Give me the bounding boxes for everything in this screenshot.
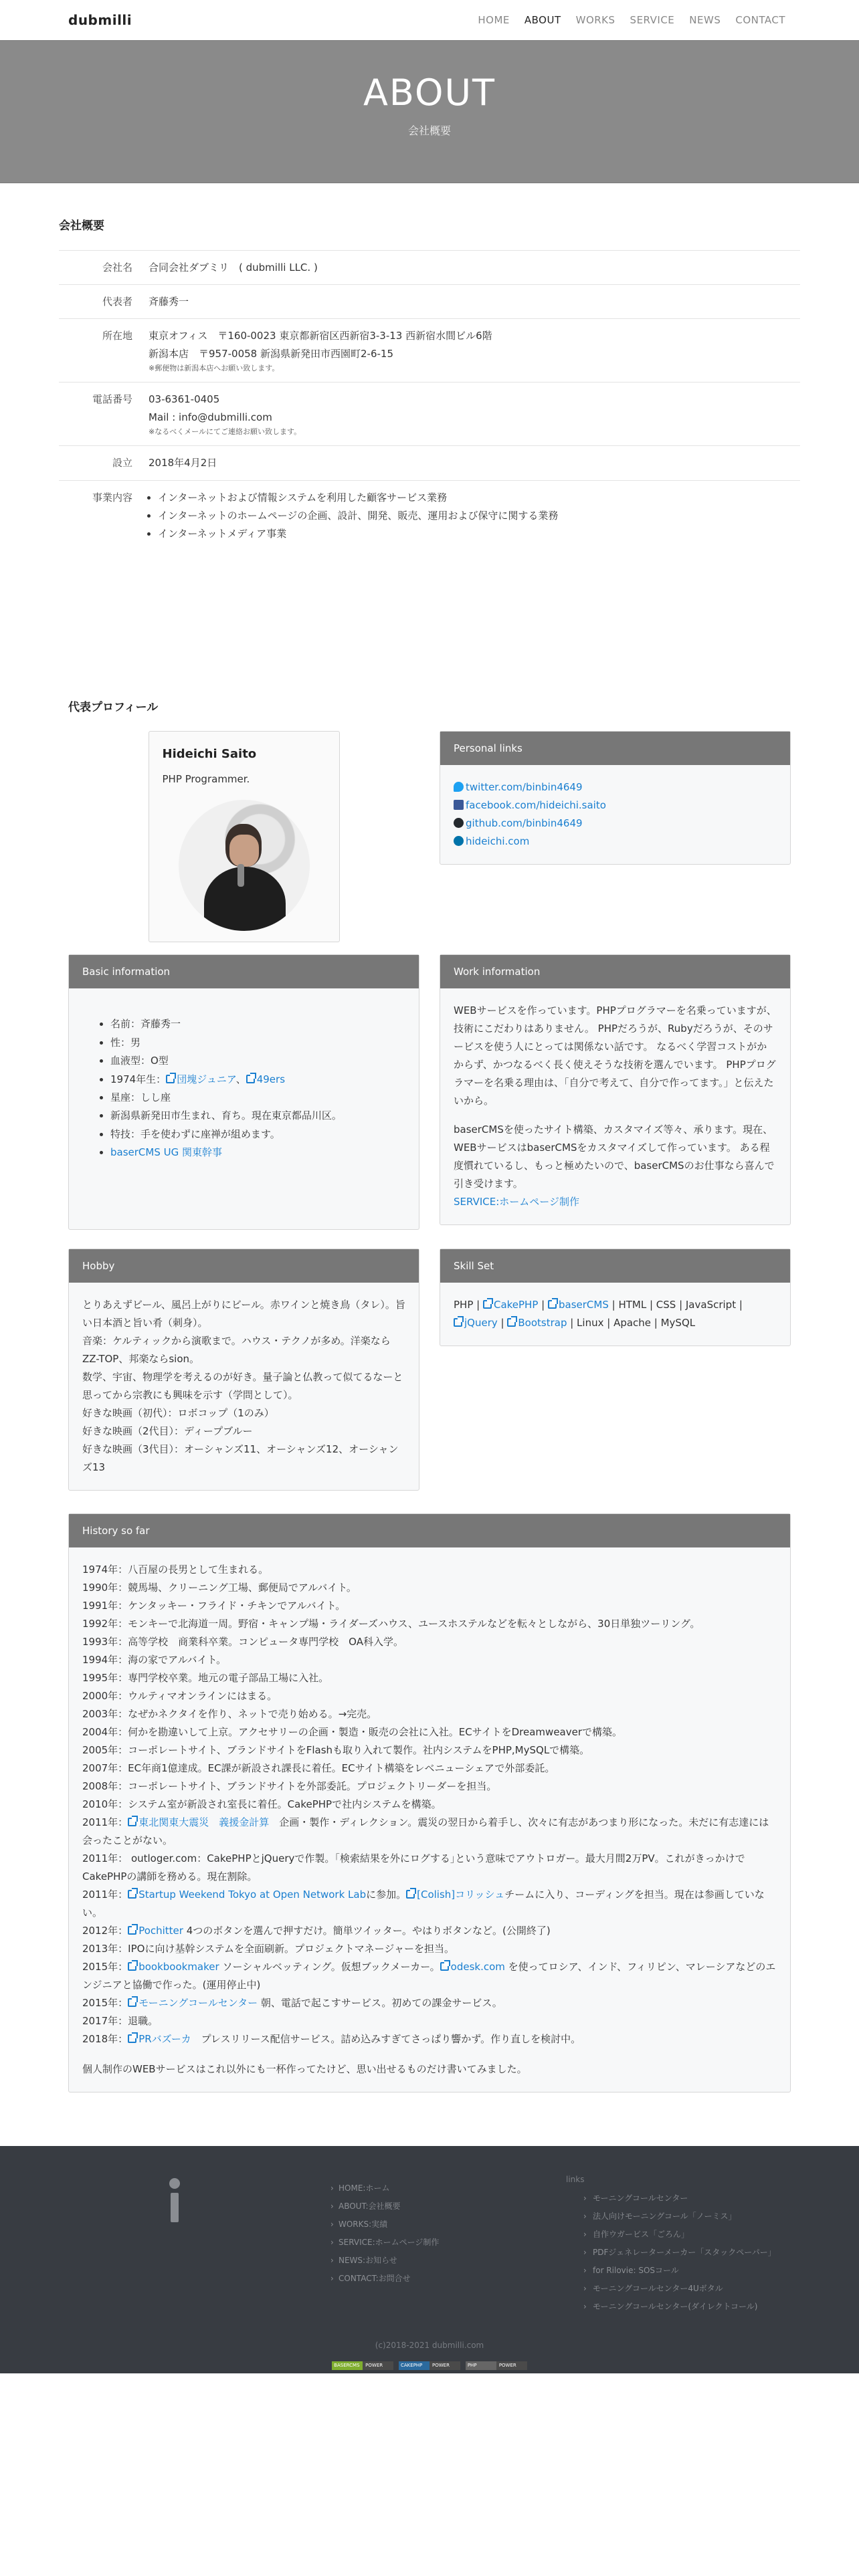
github-icon <box>454 818 464 828</box>
external-link-icon <box>166 1075 175 1083</box>
panel-heading: Hobby <box>69 1249 419 1283</box>
colish-link[interactable]: [Colish]コリッシュ <box>417 1889 505 1901</box>
history-line: 2007年：EC年商1億達成。EC課が新設され課長に着任。ECサイト構築をレベニューシェアで外部委託。 <box>82 1762 555 1775</box>
skill-set-panel <box>440 1249 791 1346</box>
page-title: ABOUT <box>363 72 496 114</box>
nav-service[interactable]: SERVICE <box>630 13 675 26</box>
list-item: • インターネットのホームページの企画、設計、開発、販売、運用および保守に関する業務 <box>158 507 558 525</box>
shinsai-link[interactable]: 東北関東大震災 義援金計算 <box>138 1816 270 1829</box>
work-paragraph-2: baserCMSを使ったサイト構築、カスタマイズ等々、承ります。現在、WEBサービスはbaserCMSをカスタマイズして作っています。 ある程度慣れているし、もっと極めたいので、baserCMSのお仕事なら喜んで引き受けます。 <box>454 1123 775 1190</box>
footer-link[interactable]: › for Rilovie: SOSコール <box>566 2262 776 2280</box>
cakephp-badge[interactable] <box>399 2361 460 2370</box>
history-year: 2015年： <box>82 1961 128 1973</box>
history-line <box>82 1922 777 1940</box>
external-link-icon <box>507 1318 516 1327</box>
footer-external-links <box>566 2173 776 2316</box>
external-link-icon <box>128 1818 136 1826</box>
work-paragraph-1: WEBサービスを作っています。PHPプログラマーを名乗っていますが、技術にこだわりはありません。 PHPだろうが、Rubyだろうが、そのサービスを使う人にとっては関係ない話です。 なるべく学習コストがかからず、かつなるべく長く使えそうな技術を選んでいます。 PHPプログラマーを名乗る理由は、｢自分で考えて、自分で作ってます。」と伝えたいから。 <box>454 1004 777 1107</box>
hobby-text: とりあえずビール、風呂上がりにビール。赤ワインと焼き鳥（タレ）。旨い日本酒と旨い肴（刺身）。 音楽：ケルティックから演歌まで。ハウス・テクノが多め。洋楽ならZZ-TOP、邦楽ならsion。 数学、宇宙、物理学を考えるのが好き。量子論と仏教って似てるなーと思ってから宗教にも興味を示す（学問として）。 好きな映画（初代）：ロボコップ（1のみ） 好きな映画（2代目）：ディープブルー 好きな映画（3代目）：オーシャンズ11、オーシャンズ12、オーシャンズ13 <box>82 1299 405 1474</box>
navbar <box>0 0 859 40</box>
row-label: 事業内容 <box>92 491 132 504</box>
badge-row <box>0 2357 859 2371</box>
profile-card <box>149 731 340 942</box>
row-value <box>149 391 301 437</box>
history-line: 1994年：海の家でアルバイト。 <box>82 1654 227 1667</box>
row-label: 電話番号 <box>92 393 132 406</box>
history-text: 企画・製作・ディレクション。震災の翌日から着手し、次々に有志があつまり形になった。未だに有志達には会ったことがない。 <box>82 1816 769 1847</box>
footer-link[interactable]: › SERVICE:ホームページ制作 <box>330 2234 439 2252</box>
history-line <box>82 1886 777 1922</box>
basercms-badge[interactable] <box>332 2361 393 2370</box>
basic-info-list <box>82 1015 405 1162</box>
row-value <box>132 489 558 543</box>
footer-link[interactable]: › ABOUT:会社概要 <box>330 2197 439 2216</box>
cakephp-link[interactable]: CakePHP <box>493 1299 539 1311</box>
address-tokyo: 東京オフィス 〒160-0023 東京都新宿区西新宿3-3-13 西新宿水間ビル6階 <box>149 330 492 342</box>
panel-heading: Basic information <box>69 955 419 988</box>
separator: | <box>538 1299 548 1311</box>
company-row-rep <box>59 285 800 319</box>
skill-col <box>440 1249 791 1491</box>
row-value <box>149 327 492 374</box>
history-line <box>82 1994 777 2012</box>
list-item: • 血液型：O型 <box>110 1052 405 1070</box>
row-label: 会社名 <box>102 261 132 274</box>
list-item: • インターネットメディア事業 <box>158 525 558 543</box>
history-line: 1993年：高等学校 商業科卒業。コンピュータ専門学校 OA科入学。 <box>82 1636 403 1648</box>
business-list <box>132 489 558 543</box>
history-line: 2005年：コーポレートサイト、ブランドサイトをFlashも取り入れて製作。社内システムをPHP,MySQLで構築。 <box>82 1744 590 1757</box>
phone-number: 03-6361-0405 <box>149 393 220 406</box>
hobby-panel <box>68 1249 419 1491</box>
list-item: • 性：男 <box>110 1034 405 1052</box>
list-item <box>110 1144 405 1162</box>
history-text: ソーシャルベッティング。仮想ブックメーカー。 <box>219 1961 440 1973</box>
history-line <box>82 1958 777 1994</box>
github-link-text[interactable]: github.com/binbin4649 <box>466 817 583 830</box>
panel-heading: History so far <box>69 1514 790 1547</box>
footer-link[interactable]: › 法人向けモーニングコール「ノーミス」 <box>566 2208 776 2226</box>
wordpress-icon <box>454 836 464 846</box>
company-row-name <box>59 251 800 285</box>
badge-right: POWER <box>365 2363 383 2369</box>
twitter-link-text[interactable]: twitter.com/binbin4649 <box>466 781 583 794</box>
company-title: 会社概要 <box>59 217 800 251</box>
footer-nav <box>330 2179 439 2288</box>
nav-about[interactable]: ABOUT <box>524 13 561 26</box>
pr-bazooka-link[interactable]: PRバズーカ <box>138 2033 191 2046</box>
external-link-icon <box>128 1890 136 1899</box>
external-link-icon <box>246 1075 255 1083</box>
profile-card-col <box>68 731 419 942</box>
history-text: プレスリリース配信サービス。詰め込みすぎてさっぱり響かず。作り直しを検討中。 <box>191 2033 581 2046</box>
personal-links-panel <box>440 731 791 865</box>
info-icon <box>167 2178 182 2222</box>
profile-title: 代表プロフィール <box>68 700 159 714</box>
skill-text: | Linux | Apache | MySQL <box>567 1317 696 1329</box>
history-line: 2013年：IPOに向け基幹システムを全面刷新。プロジェクトマネージャーを担当。 <box>82 1943 455 1955</box>
phone-note: ※なるべくメールにてご連絡お願い致します。 <box>149 427 302 436</box>
morning-call-link[interactable]: モーニングコールセンター <box>138 1997 258 2010</box>
footer <box>0 2146 859 2373</box>
odesk-link[interactable]: odesk.com <box>450 1961 505 1973</box>
nav-news[interactable]: NEWS <box>689 13 721 26</box>
pochitter-link[interactable]: Pochitter <box>138 1925 183 1937</box>
bookbookmaker-link[interactable]: bookbookmaker <box>138 1961 219 1973</box>
dankai-junior-link[interactable]: 団塊ジュニア <box>177 1073 236 1085</box>
separator: 、 <box>235 1073 246 1085</box>
profile-section <box>68 551 791 2093</box>
external-link-icon <box>128 1962 136 1971</box>
company-row-founded <box>59 446 800 480</box>
history-year: 2018年： <box>82 2033 128 2046</box>
basic-info-panel <box>68 954 419 1230</box>
panel-body <box>69 1547 790 2092</box>
personal-links-col <box>440 731 791 942</box>
history-closing: 個人制作のWEBサービスはこれ以外にも一杯作ってたけど、思い出せるものだけ書いてみました。 <box>82 2063 527 2076</box>
history-line <box>82 2030 777 2048</box>
facebook-link[interactable] <box>454 796 777 815</box>
history-text: チームに入り、コーディングを担当。現在は参画していない。 <box>82 1889 765 1919</box>
panel-heading: Work information <box>440 955 790 988</box>
history-year: 2015年： <box>82 1997 128 2010</box>
wordpress-link[interactable] <box>454 833 777 851</box>
list-item: • 星座：しし座 <box>110 1089 405 1107</box>
footer-link[interactable]: › 自作ウガービス「ごろん」 <box>566 2226 776 2244</box>
history-line: 1991年：ケンタッキー・フライド・チキンでアルバイト。 <box>82 1600 346 1612</box>
history-line: 2004年：何かを勘違いして上京。アクセサリーの企画・製造・販売の会社に入社。ECサイトをDreamweaverで構築。 <box>82 1726 623 1739</box>
external-link-icon <box>454 1318 462 1327</box>
49ers-link[interactable]: 49ers <box>256 1073 286 1085</box>
panel-body <box>69 1015 419 1189</box>
history-line: 2010年：システム室が新設され室長に着任。CakePHPで社内システムを構築。 <box>82 1798 442 1811</box>
nav-home[interactable]: HOME <box>478 13 510 26</box>
list-item: • インターネットおよび情報システムを利用した顧客サービス業務 <box>158 489 558 507</box>
row-value: 合同会社ダブミリ ( dubmilli LLC. ) <box>149 261 318 274</box>
twitter-link[interactable] <box>454 778 777 796</box>
basercms-ug-link[interactable]: baserCMS UG 関東幹事 <box>110 1146 222 1159</box>
history-line: 2011年： outloger.com：CakePHPとjQueryで作製。｢検索結果を外にログする｣という意味でアウトロガー。最大月間2万PV。これがきっかけでCakePHPの講師を務める。現在割除。 <box>82 1852 745 1883</box>
copyright: (c)2018-2021 dubmilli.com <box>375 2341 484 2351</box>
badge-left: PHP <box>466 2361 496 2370</box>
avatar <box>179 800 310 931</box>
external-link-icon <box>548 1300 557 1309</box>
list-item: • 特技：手を使わずに座禅が組めます。 <box>110 1125 405 1144</box>
company-section <box>59 183 800 551</box>
history-line: 1974年：八百屋の長男として生まれる。 <box>82 1564 269 1576</box>
service-link[interactable]: SERVICE:ホームページ制作 <box>454 1196 579 1208</box>
history-text: 朝、電話で起こすサービス。初めての課金サービス。 <box>258 1997 502 2010</box>
nav-contact[interactable]: CONTACT <box>735 13 785 26</box>
footer-link[interactable]: › モーニングコールセンター <box>566 2189 776 2208</box>
profile-name: Hideichi Saito <box>162 747 257 762</box>
badge-left: CAKEPHP <box>399 2361 430 2370</box>
external-link-icon <box>483 1300 492 1309</box>
history-year: 2011年： <box>82 1816 128 1829</box>
profile-row-3 <box>68 1249 791 1491</box>
startup-weekend-link[interactable]: Startup Weekend Tokyo at Open Network Lab <box>138 1889 367 1901</box>
php-badge[interactable] <box>466 2361 527 2370</box>
footer-link[interactable]: › CONTACT:お問合せ <box>330 2270 439 2288</box>
basic-col <box>68 954 419 1230</box>
row-label: 代表者 <box>102 296 132 308</box>
github-link[interactable] <box>454 815 777 833</box>
separator: | <box>497 1317 508 1329</box>
footer-link[interactable]: › NEWS:お知らせ <box>330 2252 439 2270</box>
jquery-link[interactable]: jQuery <box>464 1317 498 1329</box>
twitter-icon <box>454 782 464 792</box>
address-note: ※郵便物は新潟本店へお願い致します。 <box>149 363 280 372</box>
profile-row-2 <box>68 954 791 1230</box>
hero-banner <box>0 40 859 183</box>
born-label: 1974年生： <box>110 1073 167 1085</box>
footer-link[interactable]: › HOME:ホーム <box>330 2179 439 2197</box>
footer-link[interactable]: › PDFジェネレーターメーカー「スタックペーパー」 <box>566 2244 776 2262</box>
profile-role: PHP Programmer. <box>162 772 250 785</box>
mail-address: Mail : info@dubmilli.com <box>149 411 272 423</box>
footer-link[interactable]: › モーニングコールセンター4Uボタル <box>566 2280 776 2298</box>
basercms-link[interactable]: baserCMS <box>558 1299 609 1311</box>
nav-works[interactable]: WORKS <box>575 13 615 26</box>
external-link-icon <box>440 1962 449 1971</box>
badge-left: BASERCMS <box>332 2361 363 2370</box>
company-row-phone <box>59 383 800 446</box>
row-value: 2018年4月2日 <box>149 457 217 469</box>
facebook-icon <box>454 800 464 810</box>
history-line: 2008年：コーポレートサイト、ブランドサイトを外部委託。プロジェクトリーダーを担当。 <box>82 1780 497 1793</box>
footer-links-title: links <box>566 2175 585 2185</box>
main-nav <box>478 11 785 29</box>
address-niigata: 新潟本店 〒957-0058 新潟県新発田市西園町2-6-15 <box>149 347 393 360</box>
history-line: 1992年：モンキーで北海道一周。野宿・キャンプ場・ライダーズハウス、ユースホステルなどを転々としながら、30日単独ツーリング。 <box>82 1618 700 1630</box>
skill-text: PHP | <box>454 1299 483 1311</box>
history-line: 2003年：なぜかネクタイを作り、ネットで売り始める。→完売。 <box>82 1708 377 1721</box>
panel-body <box>440 988 790 1224</box>
history-line: 2000年：ウルティマオンラインにはまる。 <box>82 1690 278 1703</box>
row-value: 斉藤秀一 <box>149 296 189 308</box>
row-label: 設立 <box>112 457 132 469</box>
list-item <box>110 1071 405 1089</box>
panel-body <box>69 1283 419 1490</box>
skill-text: | HTML | CSS | JavaScript | <box>608 1299 743 1311</box>
badge-right: POWER <box>432 2363 450 2369</box>
list-item: • 名前：斉藤秀一 <box>110 1015 405 1033</box>
history-text: を使ってロシア、インド、フィリピン、マレーシアなどのエンジニアと協働で作った。(運用停止中) <box>82 1961 776 1992</box>
company-row-address <box>59 319 800 383</box>
panel-heading: Skill Set <box>440 1249 790 1283</box>
work-col <box>440 954 791 1230</box>
panel-body <box>440 765 790 864</box>
history-line: 1990年：競馬場、クリーニング工場、郵便局でアルバイト。 <box>82 1582 357 1594</box>
company-row-business <box>59 481 800 551</box>
external-link-icon <box>128 2034 136 2043</box>
panel-heading: Personal links <box>440 732 790 765</box>
footer-link[interactable]: › WORKS:実績 <box>330 2216 439 2234</box>
footer-link[interactable]: › モーニングコールセンター(ダイレクトコール) <box>566 2298 776 2316</box>
history-line: 1995年：専門学校卒業。地元の電子部品工場に入社。 <box>82 1672 329 1685</box>
profile-row-1 <box>68 731 791 942</box>
history-year: 2012年： <box>82 1925 128 1937</box>
external-link-icon <box>128 1926 136 1935</box>
badge-right: POWER <box>498 2363 516 2369</box>
wordpress-link-text[interactable]: hideichi.com <box>466 835 530 848</box>
panel-body <box>440 1283 790 1346</box>
bootstrap-link[interactable]: Bootstrap <box>518 1317 567 1329</box>
history-line <box>82 1814 777 1850</box>
page-subtitle: 会社概要 <box>407 124 451 137</box>
history-text: に参加。 <box>366 1889 407 1901</box>
history-year: 2011年： <box>82 1889 128 1901</box>
work-info-panel <box>440 954 791 1225</box>
row-label: 所在地 <box>102 330 132 342</box>
external-link-icon <box>406 1890 415 1899</box>
footer-links-list <box>566 2189 776 2316</box>
facebook-link-text[interactable]: facebook.com/hideichi.saito <box>466 799 606 812</box>
external-link-icon <box>128 1998 136 2007</box>
history-panel <box>68 1513 791 2092</box>
brand-logo[interactable]: dubmilli <box>68 11 132 28</box>
history-text: 4つのボタンを選んで押すだけ。簡単ツイッター。やはりボタンなど。(公開終了) <box>183 1925 551 1937</box>
history-line: 2017年：退職。 <box>82 2015 159 2028</box>
hobby-col <box>68 1249 419 1491</box>
list-item: • 新潟県新発田市生まれ、育ち。現在東京都品川区。 <box>110 1107 405 1125</box>
